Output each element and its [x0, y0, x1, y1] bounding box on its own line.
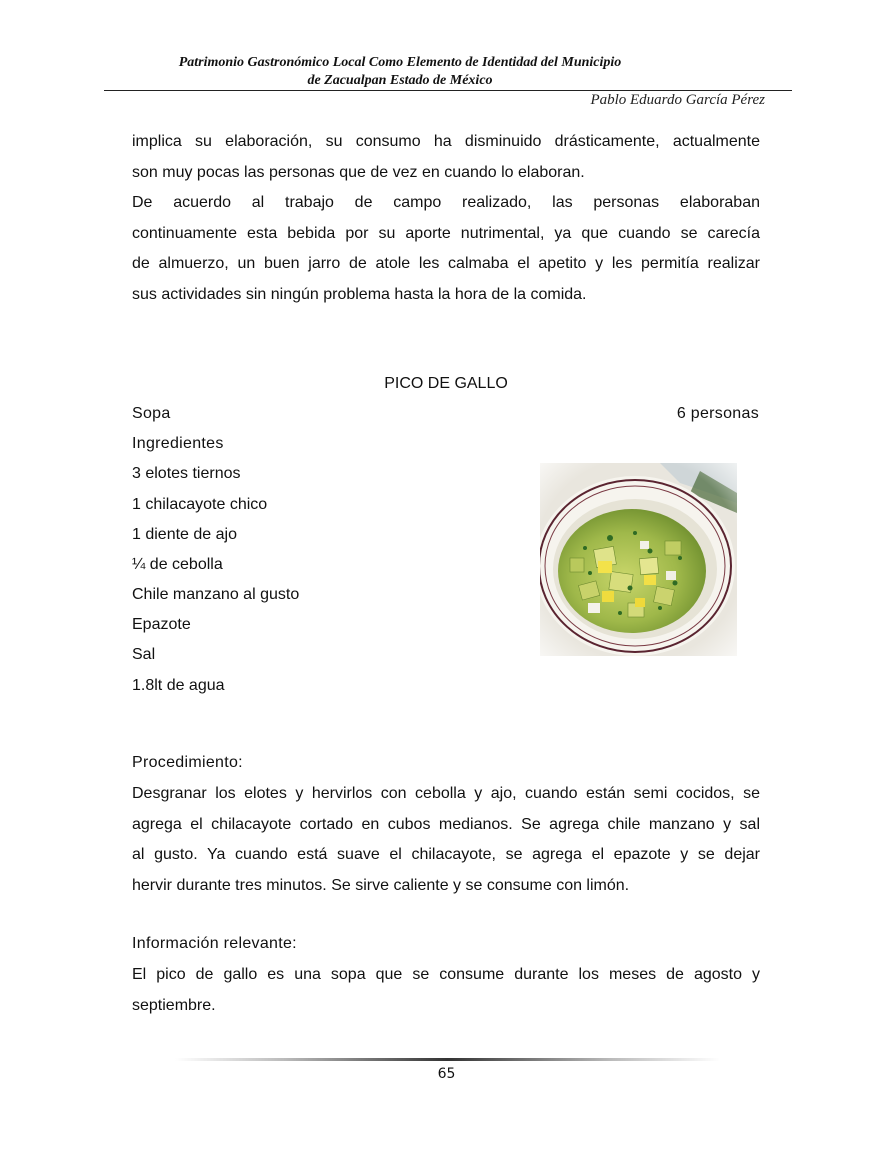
header-title-line1: Patrimonio Gastronómico Local Como Elemento de Identidad del Municipio	[178, 55, 622, 70]
ingredient-item: Chile manzano al gusto	[132, 586, 300, 603]
intro-line: continuamente esta bebida por su aporte nutrimental, ya que cuando se carecía	[132, 224, 760, 242]
recipe-servings: 6 personas	[676, 405, 759, 422]
header-rule	[104, 90, 792, 91]
recipe-title: PICO DE GALLO	[384, 375, 508, 392]
info-label: Información relevante:	[132, 935, 297, 952]
procedure-line: al gusto. Ya cuando está suave el chilacayote, se agrega el epazote y se dejar	[132, 846, 760, 863]
ingredient-item: 1 diente de ajo	[132, 526, 237, 543]
intro-line: De acuerdo al trabajo de campo realizado, las personas elaboraban	[132, 194, 760, 211]
ingredient-item: ¼ de cebolla	[132, 556, 223, 573]
intro-line: de almuerzo, un buen jarro de atole les calmaba el apetito y les permitía realizar	[132, 255, 760, 272]
ingredient-item: 1.8lt de agua	[132, 677, 225, 694]
header-author: Pablo Eduardo García Pérez	[590, 92, 765, 108]
procedure-paragraph	[132, 779, 760, 901]
intro-line: implica su elaboración, su consumo ha disminuido drásticamente, actualmente	[132, 133, 760, 150]
ingredients-label: Ingredientes	[132, 435, 224, 452]
info-line: septiembre.	[132, 996, 216, 1014]
footer-rule	[175, 1058, 720, 1061]
intro-line: son muy pocas las personas que de vez en cuando lo elaboran.	[132, 163, 585, 181]
procedure-line: agrega el chilacayote cortado en cubos medianos. Se agrega chile manzano y sal	[132, 815, 760, 833]
intro-line: sus actividades sin ningún problema hasta la hora de la comida.	[132, 285, 587, 303]
ingredient-item: 1 chilacayote chico	[132, 496, 268, 513]
page-number: 65	[437, 1066, 456, 1082]
ingredient-item: 3 elotes tiernos	[132, 465, 241, 482]
procedure-line: hervir durante tres minutos. Se sirve caliente y se consume con limón.	[132, 876, 630, 894]
recipe-category: Sopa	[132, 405, 171, 422]
soup-bowl-photo	[540, 463, 737, 656]
ingredient-item: Sal	[132, 646, 156, 663]
info-line: El pico de gallo es una sopa que se consume durante los meses de agosto y	[132, 966, 760, 983]
ingredient-item: Epazote	[132, 616, 191, 633]
procedure-line: Desgranar los elotes y hervirlos con cebolla y ajo, cuando están semi cocidos, se	[132, 785, 760, 802]
info-paragraph	[132, 960, 760, 1021]
header-title-line2: de Zacualpan Estado de México	[307, 73, 493, 88]
intro-paragraph	[132, 127, 760, 310]
procedure-label: Procedimiento:	[132, 754, 243, 771]
